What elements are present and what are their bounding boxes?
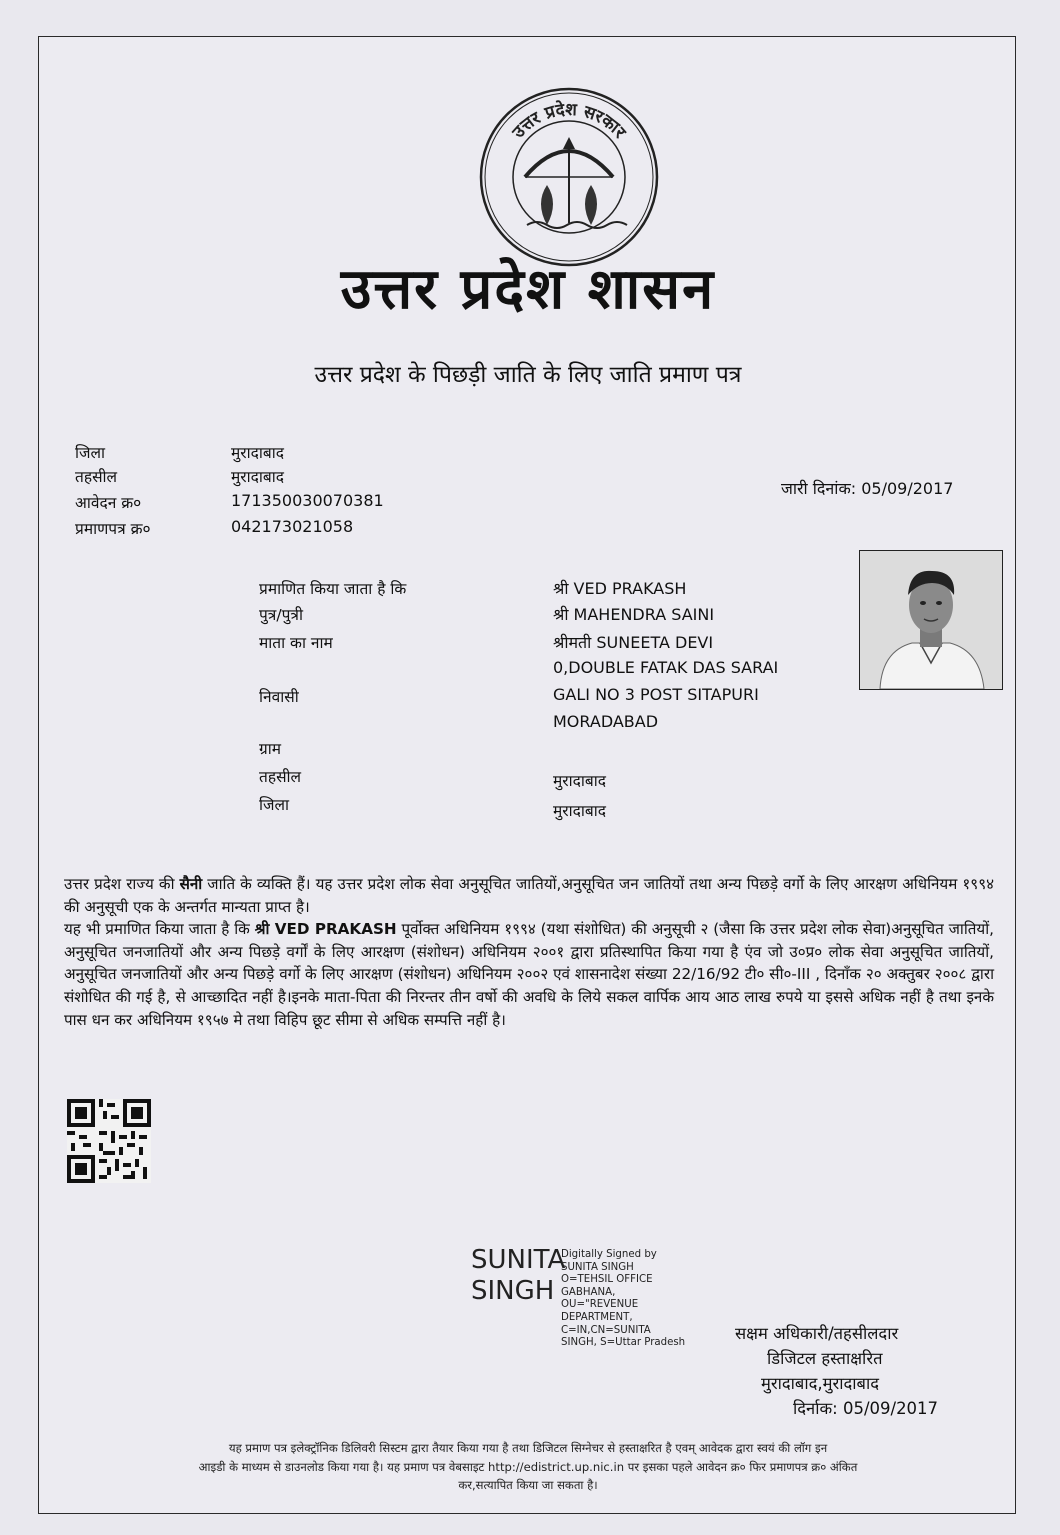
issue-date-label: जारी दिनांक: xyxy=(781,479,857,498)
certificate-subtitle: उत्तर प्रदेश के पिछड़ी जाति के लिए जाति प्रमाण पत्र xyxy=(314,362,742,388)
detail-district-value: मुरादाबाद xyxy=(553,802,606,820)
mother-name: श्रीमती SUNEETA DEVI xyxy=(553,633,714,652)
qr-code xyxy=(67,1099,151,1183)
body-applicant-name: श्री VED PRAKASH xyxy=(254,920,397,939)
signer-name: SUNITA SINGH xyxy=(471,1245,566,1306)
detail-tehsil-value: मुरादाबाद xyxy=(553,772,606,790)
certificate-number: 042173021058 xyxy=(231,517,354,536)
authority-digital-sign: डिजिटल हस्ताक्षरित xyxy=(767,1349,883,1368)
paragraph-1: उत्तर प्रदेश राज्य की सैनी जाति के व्यक्ति हैं। यह उत्तर प्रदेश लोक सेवा अनुसूचित जातियों,अनुसूचित जन जातियों तथा अन्य पिछड़े वर्गो के लिए आरक्षण अधिनियम १९९४ की अनुसूची एक के अन्तर्गत मान्यता प्राप्त है। xyxy=(64,875,994,916)
applicant-photo xyxy=(859,550,1003,690)
authority-designation: सक्षम अधिकारी/तहसीलदार xyxy=(735,1324,899,1343)
address-line-2: GALI NO 3 POST SITAPURI xyxy=(553,685,759,704)
tehsil-label: तहसील xyxy=(75,468,118,486)
resident-label: निवासी xyxy=(259,688,299,706)
authority-date: दिर्नाक: 05/09/2017 xyxy=(793,1399,939,1418)
address-line-3: MORADABAD xyxy=(553,712,659,731)
digital-signature-details: Digitally Signed by SUNITA SINGH O=TEHSIL OFFICE GABHANA, OU="REVENUE DEPARTMENT, C=IN,CN=SUNITA SINGH, S=Uttar Pradesh xyxy=(561,1249,686,1349)
father-name: श्री MAHENDRA SAINI xyxy=(553,605,715,624)
certificate-sheet xyxy=(38,36,1016,1514)
application-number: 171350030070381 xyxy=(231,491,384,510)
district-value: मुरादाबाद xyxy=(231,444,284,462)
up-government-emblem xyxy=(477,85,661,269)
certified-label: प्रमाणित किया जाता है कि xyxy=(259,580,407,598)
detail-tehsil-label: तहसील xyxy=(259,768,302,786)
issue-date xyxy=(781,477,953,499)
tehsil-value: मुरादाबाद xyxy=(231,468,284,486)
authority-location: मुरादाबाद,मुरादाबाद xyxy=(761,1374,880,1393)
village-label: ग्राम xyxy=(259,740,282,758)
caste-name: सैनी xyxy=(179,875,203,893)
paragraph-2: यह भी प्रमाणित किया जाता है कि श्री VED PRAKASH पूर्वोक्त अधिनियम १९९४ (यथा संशोधित) की अनुसूची २ (जैसा कि उत्तर प्रदेश लोक सेवा)अनुसूचित जातियों, अनुसूचित जनजातियों और अन्य पिछड़े वर्गों के लिए आरक्षण (संशोधन) अधिनियम २००१ द्वारा प्रतिस्थापित किया गया है एंव जो उ०प्र० लोक सेवा अनुसूचित जातियों, अनुसूचित जनजातियों और अन्य पिछड़े वर्गो के लिए आरक्षण (संशोधन) अधिनियम २००२ एवं शासनादेश संख्या 22/16/92 टी० सी०-III , दिनाँक २० अक्तुबर २००८ द्वारा संशोधित की गई है, से आच्छादित नहीं है।इनके माता-पिता की निरन्तर तीन वर्षो की अवधि के लिये सकल वार्पिक आय आठ लाख रुपये या इससे अधिक नहीं है तथा इनके पास धन कर अधिनियम १९५७ मे तथा विहिप छूट सीमा से अधिक सम्पत्ति नहीं है। xyxy=(64,920,994,1029)
district-label: जिला xyxy=(75,444,106,462)
applicant-name: श्री VED PRAKASH xyxy=(553,579,687,598)
emblem-text: उत्तर प्रदेश सरकार xyxy=(508,99,630,143)
detail-district-label: जिला xyxy=(259,796,290,814)
certificate-body xyxy=(64,873,994,1031)
issuing-authority xyxy=(699,1321,999,1421)
application-number-label: आवेदन क्र० xyxy=(75,494,142,512)
page-title: उत्तर प्रदेश शासन xyxy=(340,256,716,322)
son-daughter-label: पुत्र/पुत्री xyxy=(259,606,303,624)
address-line-1: 0,DOUBLE FATAK DAS SARAI xyxy=(553,658,779,677)
certificate-number-label: प्रमाणपत्र क्र० xyxy=(75,520,151,538)
verification-footer: यह प्रमाण पत्र इलेक्ट्रॉनिक डिलिवरी सिस्टम द्वारा तैयार किया गया है तथा डिजिटल सिग्नेचर से हस्ताक्षरित है एवम् आवेदक द्वारा स्वयं की लॉग इन आइडी के माध्यम से डाउनलोड किया गया है। यह प्रमाण पत्र वेबसाइट http://edistrict.up.nic.in पर इसका पहले आवेदन क्र० फिर प्रमाणपत्र क्र० अंकित कर,सत्यापित किया जा सकता है। xyxy=(198,1441,858,1492)
issue-date-value: 05/09/2017 xyxy=(861,479,954,498)
mother-label: माता का नाम xyxy=(259,634,333,652)
